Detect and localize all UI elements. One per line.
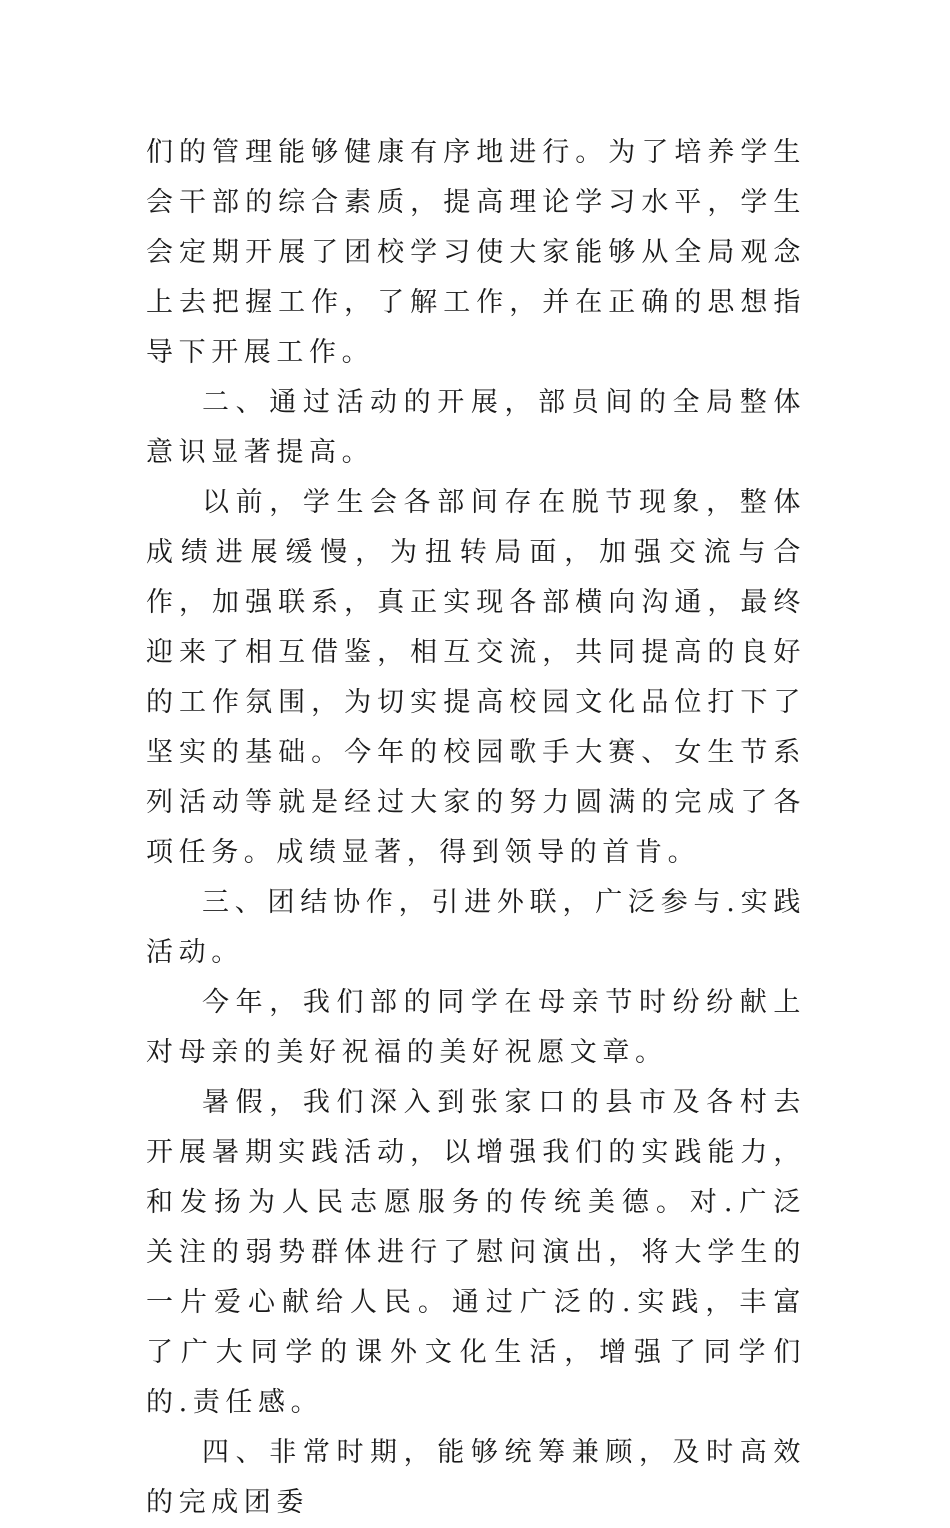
section-heading-three: 三、团结协作，引进外联，广泛参与.实践活动。 bbox=[146, 887, 806, 968]
section-heading-four: 四、非常时期，能够统筹兼顾，及时高效的完成团委 bbox=[146, 1437, 806, 1518]
section-heading-two: 二、通过活动的开展，部员间的全局整体意识显著提高。 bbox=[146, 387, 806, 468]
paragraph-continuation: 们的管理能够健康有序地进行。为了培养学生会干部的综合素质，提高理论学习水平，学生会定期开展了团校学习使大家能够从全局观念上去把握工作，了解工作，并在正确的思想指导下开展工作。 bbox=[146, 137, 806, 368]
body-text bbox=[146, 128, 806, 1528]
paragraph-mothers-day: 今年，我们部的同学在母亲节时纷纷献上对母亲的美好祝福的美好祝愿文章。 bbox=[146, 987, 806, 1068]
paragraph-cooperation: 以前，学生会各部间存在脱节现象，整体成绩进展缓慢，为扭转局面，加强交流与合作，加强联系，真正实现各部横向沟通，最终迎来了相互借鉴，相互交流，共同提高的良好的工作氛围，为切实提高校园文化品位打下了坚实的基础。今年的校园歌手大赛、女生节系列活动等就是经过大家的努力圆满的完成了各项任务。成绩显著，得到领导的首肯。 bbox=[146, 487, 806, 868]
paragraph-summer-practice: 暑假，我们深入到张家口的县市及各村去开展暑期实践活动，以增强我们的实践能力，和发扬为人民志愿服务的传统美德。对.广泛关注的弱势群体进行了慰问演出，将大学生的一片爱心献给人民。通过广泛的.实践，丰富了广大同学的课外文化生活，增强了同学们的.责任感。 bbox=[146, 1087, 806, 1418]
